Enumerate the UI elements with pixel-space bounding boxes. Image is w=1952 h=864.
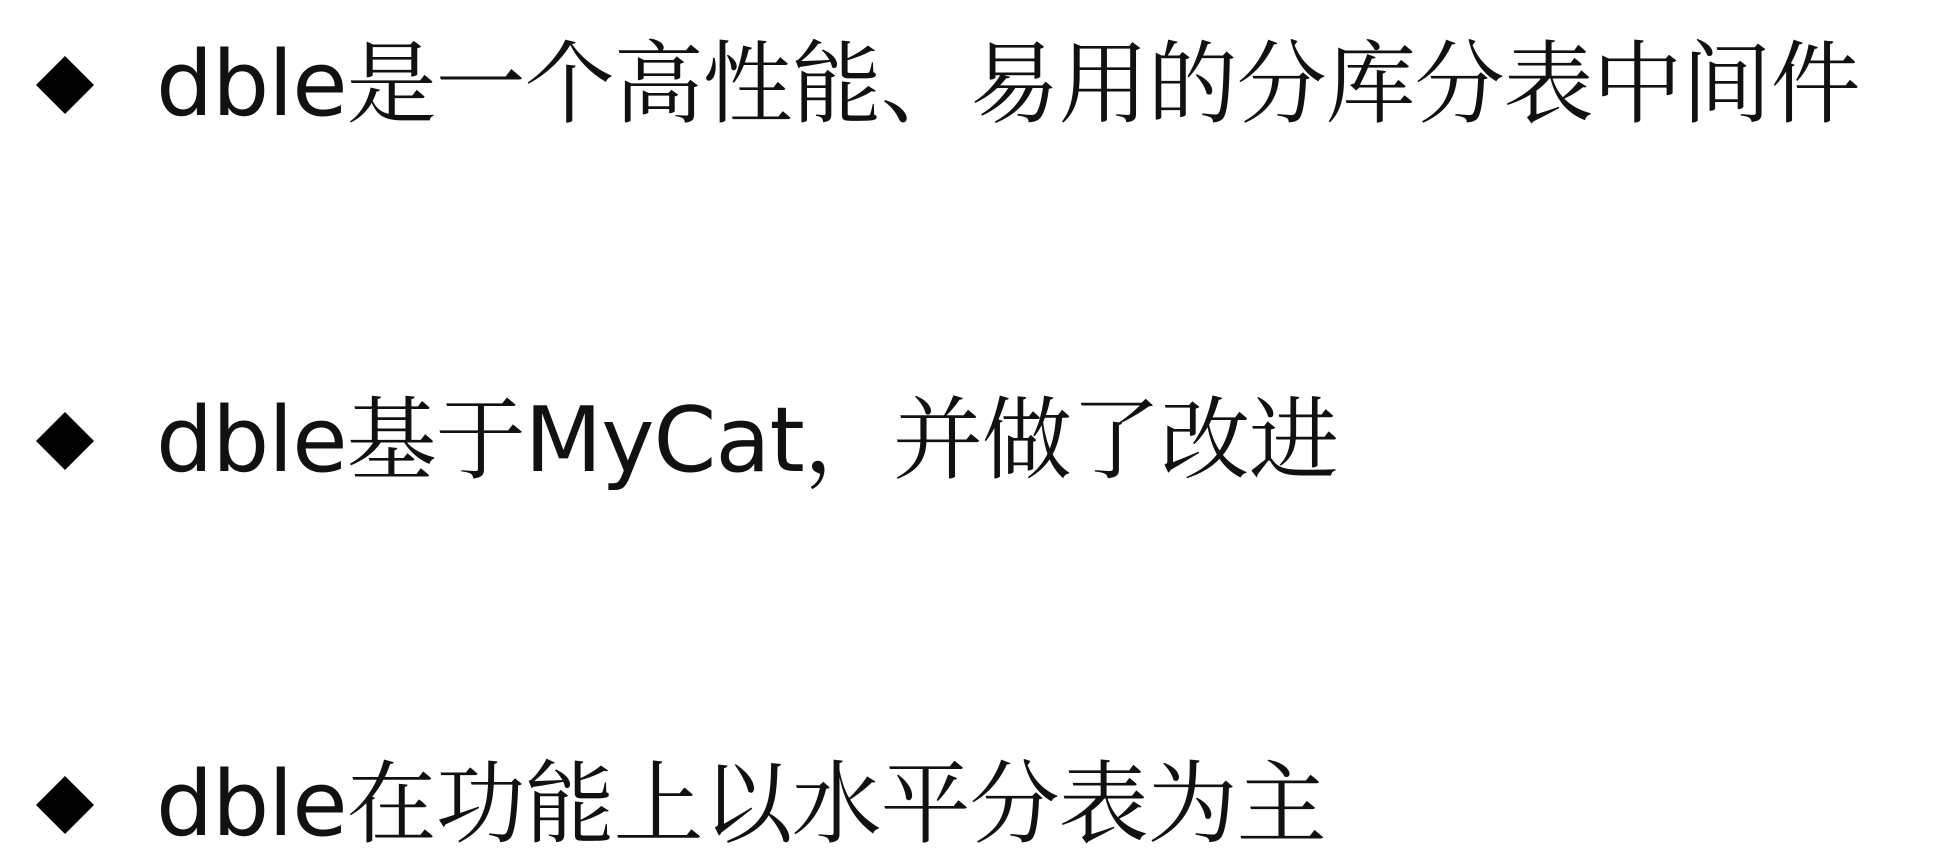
diamond-bullet-icon — [36, 56, 94, 114]
bullet-text-2: dble基于MyCat，并做了改进 — [156, 388, 1338, 493]
diamond-bullet-icon — [36, 412, 94, 470]
bullet-item-2 — [36, 386, 1338, 496]
bullet-text-1: dble是一个高性能、易用的分库分表中间件 — [156, 32, 1860, 137]
bullet-item-3 — [36, 750, 1326, 860]
diamond-bullet-icon — [36, 776, 94, 834]
bullet-item-1 — [36, 30, 1860, 140]
bullet-text-3: dble在功能上以水平分表为主 — [156, 752, 1326, 857]
